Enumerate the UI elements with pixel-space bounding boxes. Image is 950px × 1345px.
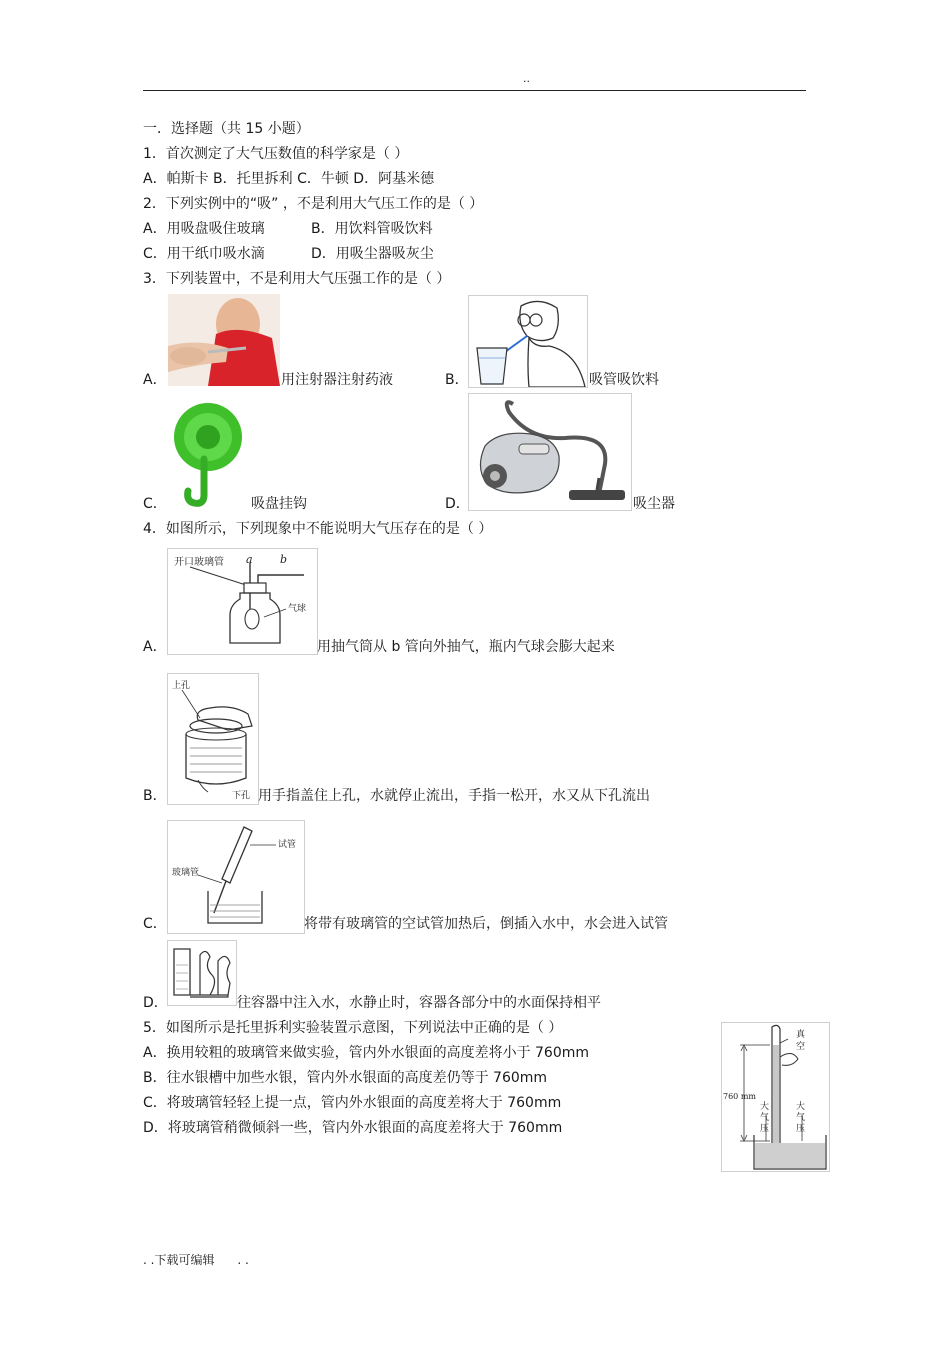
q3-figure-suction-hook bbox=[168, 399, 250, 509]
q5-fig-atm-right-2: 气 bbox=[796, 1113, 806, 1123]
section-title: 一．选择题（共 15 小题） bbox=[143, 121, 310, 137]
q3-figure-vacuum-cleaner bbox=[468, 393, 632, 511]
q4-a-fig-label-b: b bbox=[280, 553, 288, 566]
q4-b-fig-label-top-hole: 上孔 bbox=[172, 681, 191, 691]
q2-stem: 2．下列实例中的“吸” ，不是利用大气压工作的是（ ） bbox=[143, 196, 484, 212]
q2-option-c: C．用干纸巾吸水滴 bbox=[143, 246, 265, 262]
q3-figure-injection bbox=[168, 294, 280, 386]
q3-d-caption: 吸尘器 bbox=[633, 496, 675, 512]
q4-b-caption: 用手指盖住上孔，水就停止流出，手指一松开，水又从下孔流出 bbox=[258, 788, 650, 804]
q5-fig-atm-left-1: 大 bbox=[760, 1102, 770, 1112]
q4-d-caption: 往容器中注入水，水静止时，容器各部分中的水面保持相平 bbox=[237, 995, 601, 1011]
q5-fig-atm-right-3: 压 bbox=[796, 1124, 806, 1134]
q4-a-fig-label-balloon: 气球 bbox=[288, 604, 307, 614]
q4-a-letter: A． bbox=[143, 639, 167, 655]
header-dots: .. bbox=[523, 72, 530, 85]
q1-options: A．帕斯卡 B．托里拆利 C．牛顿 D．阿基米德 bbox=[143, 171, 435, 187]
q5-fig-atm-left-3: 压 bbox=[760, 1124, 770, 1134]
q5-figure-torricelli bbox=[721, 1022, 830, 1172]
q5-option-d: D．将玻璃管稍微倾斜一些，管内外水银面的高度差将大于 760mm bbox=[143, 1120, 563, 1136]
q5-option-a: A．换用较粗的玻璃管来做实验，管内外水银面的高度差将小于 760mm bbox=[143, 1045, 590, 1061]
q3-c-letter: C． bbox=[143, 496, 167, 512]
q5-option-b: B．往水银槽中加些水银，管内外水银面的高度差仍等于 760mm bbox=[143, 1070, 548, 1086]
q2-option-b: B．用饮料管吸饮料 bbox=[311, 221, 433, 237]
q3-a-caption: 用注射器注射药液 bbox=[281, 372, 393, 388]
q5-fig-vacuum-1: 真 bbox=[796, 1030, 806, 1040]
q5-stem: 5．如图所示是托里拆利实验装置示意图，下列说法中正确的是（ ） bbox=[143, 1020, 563, 1036]
q3-d-letter: D． bbox=[445, 496, 470, 512]
q3-b-letter: B． bbox=[445, 372, 469, 388]
q4-figure-connected-vessels bbox=[167, 940, 237, 1006]
q5-fig-height-label: 760 mm bbox=[723, 1092, 756, 1101]
q4-a-fig-label-tube: 开口玻璃管 bbox=[174, 557, 224, 568]
q4-figure-bottle-balloon bbox=[167, 548, 318, 655]
q1-stem: 1．首次测定了大气压数值的科学家是（ ） bbox=[143, 146, 409, 162]
q4-b-letter: B． bbox=[143, 788, 167, 804]
q4-c-caption: 将带有玻璃管的空试管加热后，倒插入水中，水会进入试管 bbox=[304, 916, 668, 932]
q3-c-caption: 吸盘挂钩 bbox=[251, 496, 307, 512]
q3-figure-straw bbox=[468, 295, 588, 388]
q2-option-d: D．用吸尘器吸灰尘 bbox=[311, 246, 434, 262]
q3-stem: 3．下列装置中，不是利用大气压强工作的是（ ） bbox=[143, 271, 451, 287]
q5-fig-atm-left-2: 气 bbox=[760, 1113, 770, 1123]
footer-text: . .下载可编辑 . . bbox=[143, 1253, 249, 1267]
q4-stem: 4．如图所示，下列现象中不能说明大气压存在的是（ ） bbox=[143, 521, 493, 537]
q4-figure-test-tube bbox=[167, 820, 305, 934]
q3-a-letter: A． bbox=[143, 372, 167, 388]
q4-a-fig-label-a: a bbox=[246, 553, 253, 566]
q4-c-fig-label-glass-tube: 玻璃管 bbox=[172, 868, 200, 878]
header-rule bbox=[143, 90, 806, 91]
q4-d-letter: D． bbox=[143, 995, 168, 1011]
q4-c-letter: C． bbox=[143, 916, 167, 932]
q4-a-caption: 用抽气筒从 b 管向外抽气，瓶内气球会膨大起来 bbox=[317, 639, 615, 655]
q3-b-caption: 吸管吸饮料 bbox=[589, 372, 659, 388]
q5-fig-atm-right-1: 大 bbox=[796, 1102, 806, 1112]
q5-option-c: C．将玻璃管轻轻上提一点，管内外水银面的高度差将大于 760mm bbox=[143, 1095, 562, 1111]
q4-figure-can-holes bbox=[167, 673, 259, 805]
q4-b-fig-label-bottom-hole: 下孔 bbox=[232, 791, 251, 801]
q2-option-a: A．用吸盘吸住玻璃 bbox=[143, 221, 265, 237]
q5-fig-vacuum-2: 空 bbox=[796, 1042, 806, 1052]
q4-c-fig-label-test-tube: 试管 bbox=[278, 840, 297, 850]
